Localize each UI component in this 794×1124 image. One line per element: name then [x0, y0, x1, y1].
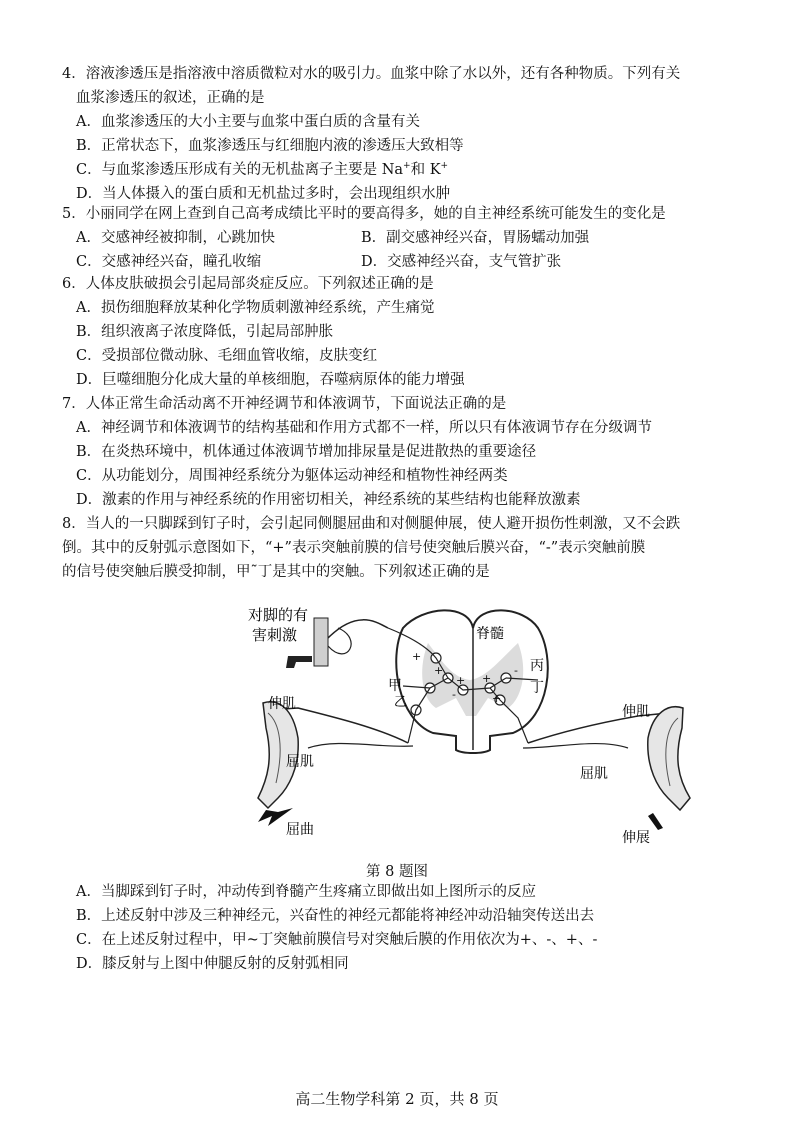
skin-receptor	[314, 618, 328, 666]
stimulus-label-line2: 害刺激	[252, 626, 298, 644]
right-extensor-label: 伸肌	[622, 704, 650, 720]
figure-caption: 第 8 题图	[366, 864, 428, 880]
left-flexor-label: 屈肌	[286, 754, 314, 770]
q4-c-text: C．与血浆渗透压形成有关的无机盐离子主要是 Na	[76, 162, 404, 178]
extend-arrow-icon	[648, 813, 663, 830]
right-leg	[648, 707, 690, 810]
q4-option-d: D．当人体摄入的蛋白质和无机盐过多时，会出现组织水肿	[76, 186, 451, 202]
q4-option-a: A．血浆渗透压的大小主要与血浆中蛋白质的含量有关	[76, 114, 420, 130]
stimulus-label-line1: 对脚的有	[248, 606, 309, 624]
spinal-cord-label: 脊髓	[476, 626, 504, 642]
question-7	[62, 392, 742, 512]
q8-stem-line1: 8．当人的一只脚踩到钉子时，会引起同侧腿屈曲和对侧腿伸展，使人避开损伤性刺激，又不会跌	[62, 516, 681, 532]
left-motor-nerve-2	[308, 743, 413, 748]
flex-label: 屈曲	[286, 822, 314, 838]
right-flexor-label: 屈肌	[580, 766, 608, 782]
q8-option-b: B．上述反射中涉及三种神经元，兴奋性的神经元都能将神经冲动沿轴突传送出去	[76, 908, 595, 924]
q6-option-a: A．损伤细胞释放某种化学物质刺激神经系统，产生痛觉	[76, 300, 435, 316]
q6-stem: 6．人体皮肤破损会引起局部炎症反应。下列叙述正确的是	[62, 276, 434, 292]
q8-options	[62, 880, 762, 976]
right-motor-nerve-2	[523, 744, 628, 748]
question-4	[62, 62, 742, 206]
q8-option-a: A．当脚踩到钉子时，冲动传到脊髓产生疼痛立即做出如上图所示的反应	[76, 884, 536, 900]
minus-mark-2: -	[514, 664, 518, 677]
plus-mark-3: +	[456, 674, 466, 687]
q7-option-b: B．在炎热环境中，机体通过体液调节增加排尿量是促进散热的重要途径	[76, 444, 537, 460]
synapse-jia: 甲	[388, 678, 402, 694]
left-extensor-label: 伸肌	[268, 696, 296, 712]
synapse-bing: 丙	[530, 658, 544, 674]
q5-stem: 5．小丽同学在网上查到自己高考成绩比平时的要高得多，她的自主神经系统可能发生的变化是	[62, 206, 666, 222]
q4-stem-line2: 血浆渗透压的叙述，正确的是	[76, 90, 265, 106]
q4-stem-line1: 4．溶液渗透压是指溶液中溶质微粒对水的吸引力。血浆中除了水以外，还有各种物质。下列有关	[62, 66, 681, 82]
q4-c-sup1: +	[403, 161, 411, 172]
q8-stem-line2: 倒。其中的反射弧示意图如下，“+”表示突触前膜的信号使突触后膜兴奋，“-”表示突触前膜	[62, 540, 646, 556]
sensory-neuron-loop	[328, 628, 351, 654]
question-5	[62, 202, 742, 274]
q4-option-c	[62, 158, 742, 182]
q7-option-d: D．激素的作用与神经系统的作用密切相关，神经系统的某些结构也能释放激素	[76, 492, 581, 508]
q7-option-a: A．神经调节和体液调节的结构基础和作用方式都不一样，所以只有体液调节存在分级调节	[76, 420, 652, 436]
q5-option-a: A．交感神经被抑制，心跳加快	[76, 230, 275, 246]
reflex-arc-diagram	[238, 598, 708, 848]
q5-options-row2	[62, 250, 742, 274]
q5-option-b: B．副交感神经兴奋，胃肠蠕动加强	[361, 230, 590, 246]
q6-option-c: C．受损部位微动脉、毛细血管收缩，皮肤变红	[76, 348, 378, 364]
synapse-ding: 丁	[530, 680, 544, 696]
q6-option-d: D．巨噬细胞分化成大量的单核细胞，吞噬病原体的能力增强	[76, 372, 465, 388]
plus-mark-5: +	[492, 692, 502, 705]
plus-mark-2: +	[434, 664, 444, 677]
extend-label: 伸展	[622, 830, 650, 846]
q5-options-row1	[62, 226, 742, 250]
q7-stem: 7．人体正常生命活动离不开神经调节和体液调节，下面说法正确的是	[62, 396, 507, 412]
question-8	[62, 512, 742, 584]
minus-mark-1: -	[452, 688, 456, 701]
page-footer: 高二生物学科第 2 页，共 8 页	[295, 1090, 499, 1108]
pointing-hand-icon	[286, 656, 312, 668]
q5-option-c: C．交感神经兴奋，瞳孔收缩	[76, 254, 262, 270]
q4-c-mid: 和 K	[410, 162, 441, 178]
plus-mark-4: +	[482, 672, 492, 685]
q4-c-sup2: +	[440, 161, 449, 172]
q8-option-c: C．在上述反射过程中，甲~丁突触前膜信号对突触后膜的作用依次为+、-、+、-	[76, 932, 598, 948]
q5-option-d: D．交感神经兴奋，支气管扩张	[361, 254, 562, 270]
q8-stem-line3: 的信号使突触后膜受抑制，甲˜丁是其中的突触。下列叙述正确的是	[62, 564, 490, 580]
question-6	[62, 272, 742, 392]
plus-mark-1: +	[412, 650, 422, 663]
q6-option-b: B．组织液离子浓度降低，引起局部肿胀	[76, 324, 334, 340]
synapse-yi: 乙	[394, 695, 408, 710]
sensory-neuron	[328, 620, 388, 638]
q4-option-b: B．正常状态下，血浆渗透压与红细胞内液的渗透压大致相等	[76, 138, 464, 154]
q8-option-d: D．膝反射与上图中伸腿反射的反射弧相同	[76, 956, 349, 972]
q7-option-c: C．从功能划分，周围神经系统分为躯体运动神经和植物性神经两类	[76, 468, 508, 484]
